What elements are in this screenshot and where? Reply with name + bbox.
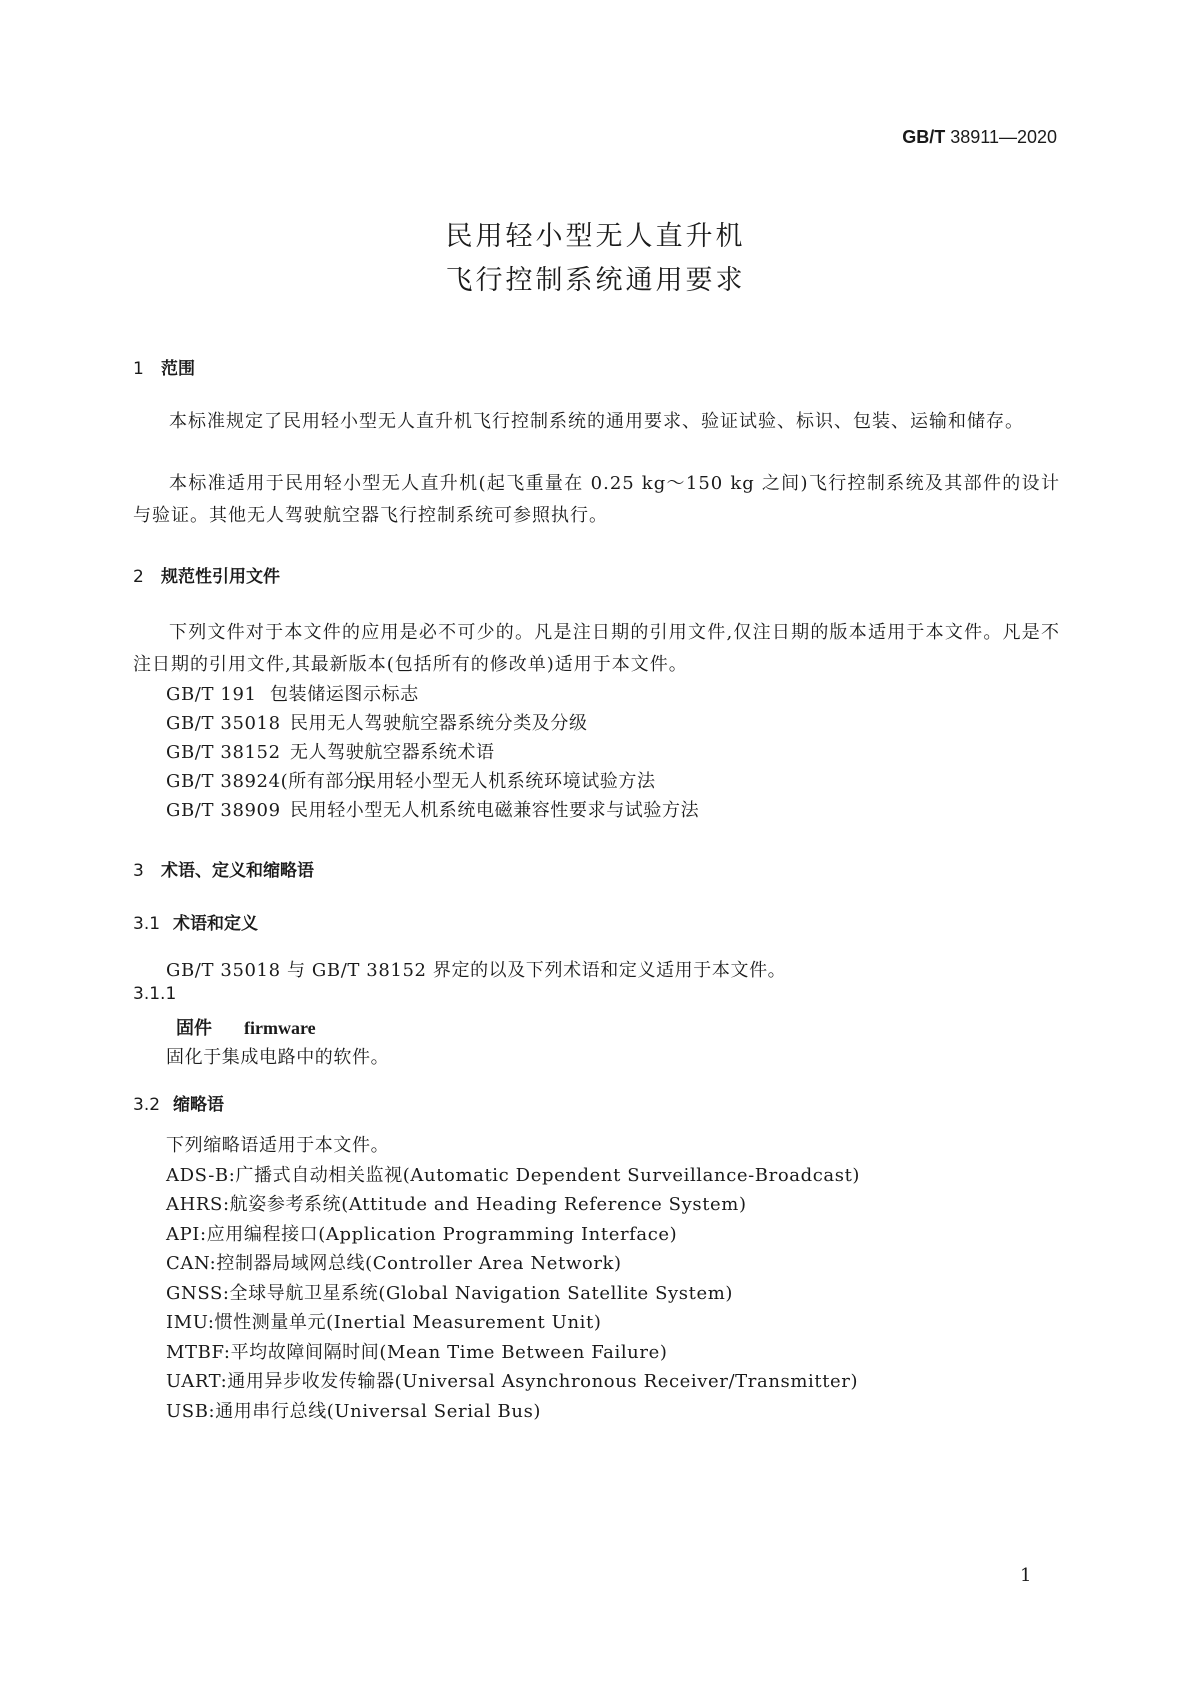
term-chinese: 固件 bbox=[176, 1018, 212, 1039]
section-number: 3.2 bbox=[133, 1095, 161, 1115]
section-3-2-heading bbox=[133, 1090, 224, 1115]
section-title: 术语和定义 bbox=[173, 914, 258, 934]
document-title-line-2: 飞行控制系统通用要求 bbox=[445, 265, 746, 296]
reference-title: 民用轻小型无人机系统环境试验方法 bbox=[358, 771, 656, 792]
reference-code: GB/T 38152 bbox=[166, 742, 281, 763]
section-title: 术语、定义和缩略语 bbox=[161, 861, 314, 881]
section-number: 1 bbox=[133, 359, 144, 379]
reference-code: GB/T 191 bbox=[166, 684, 257, 705]
reference-item bbox=[166, 709, 588, 735]
abbreviation-item: AHRS:航姿参考系统(Attitude and Heading Reference System) bbox=[166, 1194, 747, 1215]
reference-code: GB/T 35018 bbox=[166, 713, 281, 734]
standard-code: 38911—2020 bbox=[950, 127, 1057, 147]
reference-title: 民用无人驾驶航空器系统分类及分级 bbox=[290, 713, 588, 734]
standard-prefix: GB/T bbox=[902, 127, 946, 147]
reference-item bbox=[166, 738, 495, 764]
section-2-intro: 下列文件对于本文件的应用是必不可少的。凡是注日期的引用文件,仅注日期的版本适用于本文件。凡是不注日期的引用文件,其最新版本(包括所有的修改单)适用于本文件。 bbox=[133, 622, 1060, 675]
section-1-heading bbox=[133, 354, 195, 379]
abbreviation-item: ADS-B:广播式自动相关监视(Automatic Dependent Surveillance-Broadcast) bbox=[166, 1165, 861, 1186]
section-title: 规范性引用文件 bbox=[161, 567, 280, 587]
section-3-2-intro: 下列缩略语适用于本文件。 bbox=[166, 1135, 390, 1156]
page-number: 1 bbox=[1020, 1565, 1032, 1586]
abbreviation-item: GNSS:全球导航卫星系统(Global Navigation Satellite System) bbox=[166, 1283, 734, 1304]
abbreviation-item: CAN:控制器局域网总线(Controller Area Network) bbox=[166, 1253, 622, 1274]
section-2-heading bbox=[133, 562, 280, 587]
document-title-line-1: 民用轻小型无人直升机 bbox=[445, 221, 746, 252]
section-3-heading bbox=[133, 856, 314, 881]
section-3-1-heading bbox=[133, 909, 258, 934]
section-title: 范围 bbox=[161, 359, 195, 379]
section-number: 3.1 bbox=[133, 914, 161, 934]
reference-item bbox=[166, 767, 656, 793]
section-1-paragraph-2: 本标准适用于民用轻小型无人直升机(起飞重量在 0.25 kg～150 kg 之间)飞行控制系统及其部件的设计与验证。其他无人驾驶航空器飞行控制系统可参照执行。 bbox=[133, 473, 1060, 526]
term-number: 3.1.1 bbox=[133, 984, 177, 1004]
abbreviation-item: USB:通用串行总线(Universal Serial Bus) bbox=[166, 1401, 542, 1422]
reference-code: GB/T 38909 bbox=[166, 800, 281, 821]
section-1-paragraph-1: 本标准规定了民用轻小型无人直升机飞行控制系统的通用要求、验证试验、标识、包装、运输和储存。 bbox=[169, 411, 1024, 432]
section-title: 缩略语 bbox=[173, 1095, 224, 1115]
section-number: 2 bbox=[133, 567, 144, 587]
term-definition: 固化于集成电路中的软件。 bbox=[166, 1047, 390, 1068]
term-entry bbox=[176, 1014, 316, 1040]
reference-item bbox=[166, 680, 419, 706]
reference-item bbox=[166, 796, 699, 822]
standard-number bbox=[827, 127, 1057, 148]
reference-title: 无人驾驶航空器系统术语 bbox=[290, 742, 495, 763]
section-number: 3 bbox=[133, 861, 144, 881]
reference-title: 民用轻小型无人机系统电磁兼容性要求与试验方法 bbox=[290, 800, 700, 821]
section-3-1-intro: GB/T 35018 与 GB/T 38152 界定的以及下列术语和定义适用于本文件。 bbox=[166, 960, 787, 981]
reference-title: 包装储运图示标志 bbox=[270, 684, 419, 705]
abbreviation-item: API:应用编程接口(Application Programming Interface) bbox=[166, 1224, 678, 1245]
abbreviation-item: UART:通用异步收发传输器(Universal Asynchronous Receiver/Transmitter) bbox=[166, 1371, 859, 1392]
abbreviation-item: MTBF:平均故障间隔时间(Mean Time Between Failure) bbox=[166, 1342, 668, 1363]
abbreviation-item: IMU:惯性测量单元(Inertial Measurement Unit) bbox=[166, 1312, 602, 1333]
term-english: firmware bbox=[244, 1018, 316, 1038]
reference-code: GB/T 38924(所有部分) bbox=[166, 771, 371, 792]
